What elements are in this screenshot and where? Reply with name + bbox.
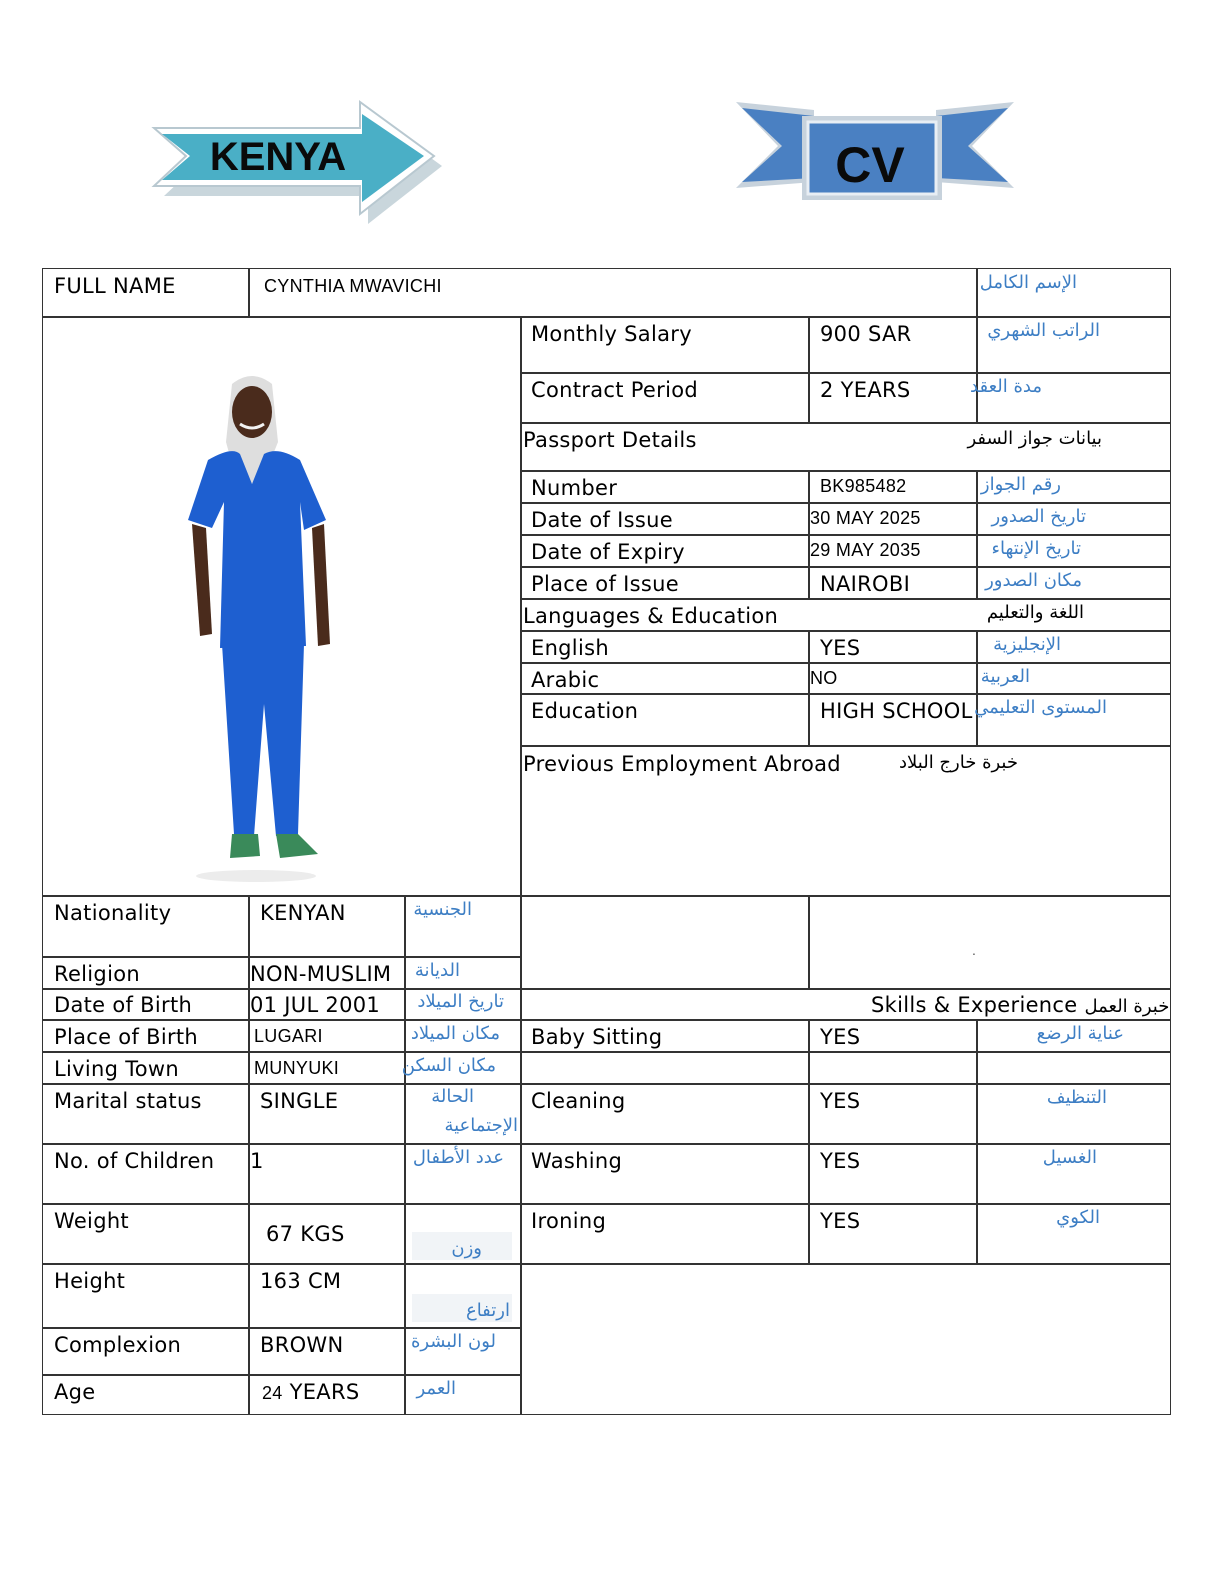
marital-label: Marital status — [54, 1089, 202, 1113]
passport-number-ar: رقم الجواز — [980, 474, 1061, 495]
previous-employment-ar: خبرة خارج البلاد — [899, 752, 1018, 773]
nationality-label: Nationality — [54, 901, 172, 925]
nationality-ar: الجنسية — [413, 899, 472, 920]
dob-value: 01 JUL 2001 — [250, 993, 381, 1017]
complexion-value: BROWN — [260, 1333, 344, 1357]
living-town-ar: مكان السكن — [401, 1055, 496, 1076]
candidate-photo — [92, 324, 448, 884]
weight-label: Weight — [54, 1209, 129, 1233]
education-value: HIGH SCHOOL — [820, 699, 973, 723]
contract-period-label: Contract Period — [531, 378, 698, 402]
height-value: 163 CM — [260, 1269, 342, 1293]
kenya-banner-text: KENYA — [209, 135, 347, 179]
languages-title: Languages & Education — [523, 604, 779, 628]
salary-label: Monthly Salary — [531, 322, 692, 346]
issue-date-value: 30 MAY 2025 — [810, 508, 921, 528]
education-label: Education — [531, 699, 639, 723]
cleaning-value: YES — [820, 1089, 861, 1113]
weight-ar: وزن — [451, 1238, 482, 1259]
full-name-value: CYNTHIA MWAVICHI — [264, 276, 442, 296]
salary-ar: الراتب الشهري — [987, 320, 1100, 341]
ironing-ar: الكوي — [1056, 1207, 1100, 1228]
expiry-date-value: 29 MAY 2035 — [810, 540, 921, 560]
dob-label: Date of Birth — [54, 993, 193, 1017]
expiry-date-ar: تاريخ الإنتهاء — [991, 538, 1081, 559]
place-of-issue-label: Place of Issue — [531, 572, 679, 596]
age-unit: YEARS — [289, 1380, 360, 1404]
cv-banner-text: CV — [835, 137, 905, 193]
age-ar: العمر — [416, 1378, 456, 1399]
person-figure — [92, 324, 448, 884]
contract-period-ar: مدة العقد — [970, 376, 1042, 397]
cleaning-label: Cleaning — [531, 1089, 626, 1113]
place-of-issue-ar: مكان الصدور — [985, 570, 1082, 591]
issue-date-ar: تاريخ الصدور — [991, 506, 1086, 527]
arabic-value: NO — [810, 668, 838, 688]
passport-number-value: BK985482 — [820, 476, 907, 496]
passport-details-title-ar: بيانات جواز السفر — [967, 428, 1102, 449]
english-ar: الإنجليزية — [993, 634, 1061, 655]
religion-label: Religion — [54, 962, 140, 986]
baby-sitting-label: Baby Sitting — [531, 1025, 663, 1049]
marital-value: SINGLE — [260, 1089, 339, 1113]
weight-value: 67 KGS — [266, 1222, 345, 1246]
children-value: 1 — [250, 1149, 264, 1173]
passport-number-label: Number — [531, 476, 618, 500]
marital-ar-1: الحالة — [431, 1086, 474, 1107]
cleaning-ar: التنظيف — [1046, 1087, 1107, 1108]
marital-ar-2: الإجتماعية — [444, 1115, 518, 1136]
place-of-issue-value: NAIROBI — [820, 572, 911, 596]
english-label: English — [531, 636, 609, 660]
skills-title-en: Skills & Experience — [871, 993, 1078, 1017]
skills-title-ar: خبرة العمل — [1084, 996, 1170, 1017]
ironing-label: Ironing — [531, 1209, 607, 1233]
pob-label: Place of Birth — [54, 1025, 199, 1049]
nationality-value: KENYAN — [260, 901, 346, 925]
age-label: Age — [54, 1380, 96, 1404]
complexion-label: Complexion — [54, 1333, 182, 1357]
washing-value: YES — [820, 1149, 861, 1173]
washing-label: Washing — [531, 1149, 623, 1173]
children-ar: عدد الأطفال — [412, 1147, 504, 1168]
passport-details-title: Passport Details — [523, 428, 697, 452]
height-label: Height — [54, 1269, 126, 1293]
issue-date-label: Date of Issue — [531, 508, 673, 532]
arabic-ar: العربية — [980, 666, 1030, 687]
living-town-value: MUNYUKI — [254, 1058, 340, 1078]
ironing-value: YES — [820, 1209, 861, 1233]
expiry-date-label: Date of Expiry — [531, 540, 685, 564]
dob-ar: تاريخ الميلاد — [417, 991, 504, 1012]
age-value — [262, 1380, 360, 1405]
education-ar: المستوى التعليمي — [974, 697, 1107, 718]
previous-employment-label: Previous Employment Abroad — [523, 752, 841, 776]
languages-title-ar: اللغة والتعليم — [986, 602, 1084, 623]
full-name-label: FULL NAME — [54, 274, 176, 298]
washing-ar: الغسيل — [1042, 1147, 1097, 1168]
baby-sitting-value: YES — [820, 1025, 861, 1049]
pob-ar: مكان الميلاد — [410, 1023, 500, 1044]
pob-value: LUGARI — [254, 1026, 323, 1046]
skills-title — [871, 993, 1169, 1019]
religion-ar: الديانة — [414, 960, 460, 981]
baby-sitting-ar: عناية الرضع — [1036, 1023, 1124, 1044]
age-number: 24 — [262, 1383, 283, 1403]
english-value: YES — [820, 636, 861, 660]
kenya-arrow-banner — [148, 96, 448, 224]
religion-value: NON-MUSLIM — [250, 962, 392, 986]
contract-period-value: 2 YEARS — [820, 378, 911, 402]
salary-value: 900 SAR — [820, 322, 912, 346]
height-ar: ارتفاع — [465, 1300, 510, 1321]
children-label: No. of Children — [54, 1149, 215, 1173]
full-name-ar: الإسم الكامل — [979, 272, 1077, 293]
arabic-label: Arabic — [531, 668, 600, 692]
empty-cell-dot: . — [972, 942, 977, 958]
cv-ribbon-banner — [730, 96, 1020, 212]
living-town-label: Living Town — [54, 1057, 180, 1081]
complexion-ar: لون البشرة — [410, 1331, 496, 1352]
